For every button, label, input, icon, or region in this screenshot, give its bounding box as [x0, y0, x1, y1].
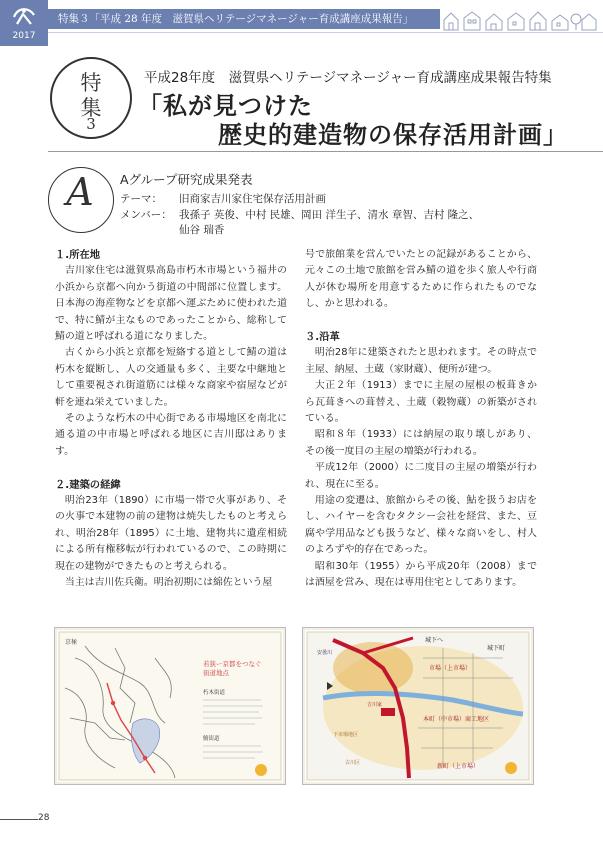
- paragraph: 用途の変遷は、旅館からその後、鮎を扱うお店をし、ハイヤーを含むタクシー会社を経営、また、豆腐や学用品なども扱うなど、様々な商いをし、村人のよろずや的存在であった。: [305, 495, 537, 556]
- paragraph: そのような朽木の中心街である市場地区を南北に通る道の中市場と呼ばれる地区に吉川邸はあります。: [55, 413, 287, 457]
- body-column-right: [305, 247, 537, 592]
- figure-left-section-a: 朽木街道: [203, 690, 226, 696]
- figure-left-corner-label: 京極: [65, 639, 78, 646]
- body-column-left: [55, 247, 287, 592]
- paragraph: 吉川家住宅は滋賀県高島市朽木市場という福井の小浜から京都へ向かう街道の中間部に位置します。日本海の海産物などを京都へ運ぶために使われた道で、特に鯖が主なものであったことから、総称して鯖の道と呼ばれる道になりました。: [55, 265, 287, 343]
- paragraph: 昭和30年（1955）から平成20年（2008）までは酒屋を営み、現在は専用住宅としてあります。: [305, 560, 537, 589]
- members-label: メンバー：: [120, 209, 172, 221]
- feature-title-line-1: 「私が見つけた: [138, 92, 313, 120]
- figure-right-label-top: 城下へ: [425, 637, 444, 644]
- section-heading-location: １.所在地: [55, 249, 101, 261]
- figure-right-label-yoshikawa: 吉川家: [367, 702, 383, 708]
- slide-marker-icon: [505, 762, 517, 774]
- slide-marker-icon: [255, 764, 267, 776]
- header-year: 2017: [12, 31, 36, 41]
- paragraph: 明治28年に建築されたと思われます。その時点で主屋、納屋、土蔵（家財蔵）、便所が建つ。: [305, 347, 537, 375]
- figure-town-map: [302, 627, 534, 785]
- figure-route-map: [54, 627, 286, 785]
- figure-left-title-1: 若狭ー京都をつなぐ: [203, 660, 262, 668]
- paragraph: 古くから小浜と京都を短絡する道として鯖の道は朽木を縦断し、人の交通量も多く、主要な中継地として重要視され街道筋には様々な商家や宿屋などが軒を連ね栄えていました。: [55, 347, 287, 408]
- feature-badge: [50, 57, 132, 139]
- header-band: [48, 9, 440, 29]
- feature-badge-char-2: 集: [80, 96, 102, 120]
- feature-title-line-2: 歴史的建造物の保存活用計画」: [218, 121, 568, 149]
- figure-right-label-kawa: 安曇川: [317, 650, 333, 656]
- figure-right-label-bottom: 新町（上市場）: [437, 763, 480, 770]
- feature-subtitle: 平成28年度 滋賀県ヘリテージマネージャー育成講座成果報告特集: [144, 70, 552, 86]
- paragraph: 当主は吉川佐兵衛。明治初期には綿佐という屋: [64, 577, 273, 589]
- figure-right-label-left2: 古川区: [345, 760, 361, 766]
- members-line-1: 我孫子 英俊、中村 民雄、岡田 洋生子、清水 章智、吉村 隆之、: [179, 209, 480, 221]
- yoshikawa-house-marker: [381, 708, 395, 716]
- theme-value: 旧商家吉川家住宅保存活用計画: [179, 193, 326, 205]
- paragraph: 大正２年（1913）までに主屋の屋根の板葺きから瓦葺きへの葺替え、土蔵（穀物蔵）の新築がされている。: [305, 380, 537, 425]
- title-rule: [48, 151, 603, 152]
- houses-decoration-icon: [440, 8, 598, 32]
- page-number: 28: [38, 813, 50, 823]
- figure-right-label-ichiba: 市場（上市場）: [429, 665, 472, 672]
- header-band-text: 特集３「平成 28 年度 滋賀県ヘリテージマネージャー育成講座成果報告」: [58, 13, 414, 25]
- logo-icon: [11, 5, 37, 27]
- group-title: Aグループ研究成果発表: [120, 172, 253, 187]
- section-heading-timeline: ３.沿革: [305, 331, 340, 344]
- members-line-2: 仙谷 瑞香: [179, 224, 225, 236]
- figure-right-label-left1: 下市場地区: [333, 732, 359, 738]
- group-letter: A: [66, 170, 94, 214]
- theme-label: テーマ：: [120, 193, 162, 205]
- route-map-image: [55, 628, 285, 784]
- town-map-image: [303, 628, 533, 784]
- header-rule: [48, 32, 603, 33]
- footer-rule: [0, 819, 38, 820]
- feature-badge-char-1: 特: [80, 71, 102, 95]
- paragraph: 平成12年（2000）に二度目の主屋の増築が行われ、現在に至る。: [305, 462, 537, 490]
- paragraph: 明治23年（1890）に市場一帯で火事があり、その火事で本建物の前の建物は焼失したものと考えられ、明治28年（1895）に土地、建物共に遺産相続による所有権移転が行われているので、この時期に現在の建物ができたものと考えられる。: [55, 495, 287, 572]
- paragraph-continued: 号で旅館業を営んでいたとの記録があることから、元々この土地で旅館を営み鯖の道を歩く旅人や行商人が休む場所を用意するために作られたものでなし、かと思われる。: [305, 249, 537, 310]
- figure-right-label-naka: 本町（中市場）商工地区: [423, 716, 490, 723]
- figure-left-title-2: 街道地点: [203, 669, 229, 677]
- section-heading-history: ２.建築の経緯: [55, 478, 121, 491]
- figure-right-label-town: 城下町: [487, 645, 506, 652]
- feature-badge-number: 3: [86, 115, 96, 133]
- paragraph: 昭和８年（1933）には納屋の取り壊しがあり、その後一度目の主屋の増築が行われる。: [305, 429, 537, 457]
- figure-left-section-b: 鯖街道: [203, 736, 220, 742]
